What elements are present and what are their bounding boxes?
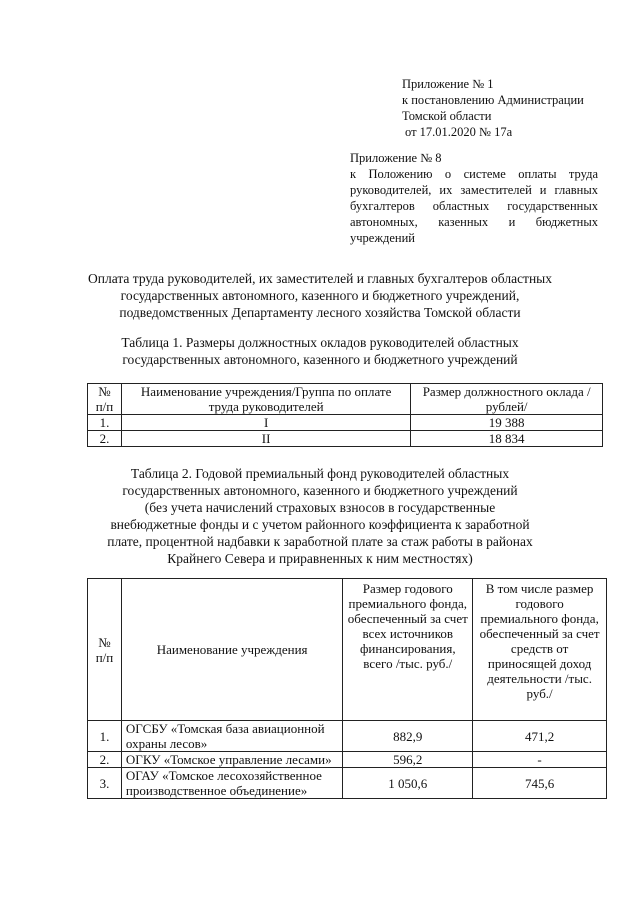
table2-caption-line3: (без учета начислений страховых взносов в государственные <box>144 500 496 515</box>
bonus-fund-table <box>87 578 607 799</box>
appendix1-line2: к постановлению Администрации <box>402 93 584 107</box>
table-row <box>88 431 603 447</box>
row-total: 882,9 <box>343 721 473 752</box>
appendix1-line1: Приложение № 1 <box>402 77 494 91</box>
row-institution: ОГСБУ «Томская база авиационной охраны лесов» <box>121 721 342 752</box>
header-income-fund: В том числе размер годового премиального фонда, обеспеченный за счет средств от приносящей доход деятельности /тыс. руб./ <box>473 579 607 721</box>
table2-caption-line1: Таблица 2. Годовой премиальный фонд руководителей областных <box>130 466 510 481</box>
row-group: I <box>121 415 410 431</box>
table2-caption-line4: внебюджетные фонды и с учетом районного коэффициента к заработной <box>110 517 530 532</box>
table-row <box>88 415 603 431</box>
appendix1-line3: Томской области <box>402 109 492 123</box>
row-group: II <box>121 431 410 447</box>
table1-caption <box>60 334 580 368</box>
header-institution: Наименование учреждения <box>121 579 342 721</box>
table2-caption-line6: Крайнего Севера и приравненных к ним местностях) <box>167 551 473 566</box>
appendix8-body: к Положению о системе оплаты труда руководителей, их заместителей и главных бухгалтеров областных государственных автономных, казенных и бюджетных учреждений <box>350 167 598 245</box>
heading-line2: государственных автономного, казенного и бюджетного учреждений, <box>120 288 520 303</box>
table-header-row <box>88 384 603 415</box>
row-number: 3. <box>88 768 122 799</box>
row-institution: ОГКУ «Томское управление лесами» <box>121 752 342 768</box>
table1-caption-line2: государственных автономного, казенного и бюджетного учреждений <box>122 352 518 367</box>
table2-caption-line5: плате, процентной надбавки к заработной плате за стаж работы в районах <box>107 534 533 549</box>
table-row <box>88 752 607 768</box>
table-row <box>88 768 607 799</box>
table2-caption <box>60 465 580 567</box>
appendix1-line4: от 17.01.2020 № 17а <box>405 125 513 139</box>
heading-line1: Оплата труда руководителей, их заместителей и главных бухгалтеров областных <box>87 271 553 286</box>
header-number: № п/п <box>88 384 122 415</box>
row-total: 596,2 <box>343 752 473 768</box>
row-number: 2. <box>88 431 122 447</box>
row-income: 471,2 <box>473 721 607 752</box>
table-header-row <box>88 579 607 721</box>
row-salary: 19 388 <box>411 415 603 431</box>
table1-caption-line1: Таблица 1. Размеры должностных окладов руководителей областных <box>121 335 519 350</box>
row-salary: 18 834 <box>411 431 603 447</box>
header-total-fund: Размер годового премиального фонда, обеспеченный за счет всех источников финансирования, всего /тыс. руб./ <box>343 579 473 721</box>
header-number: № п/п <box>88 579 122 721</box>
heading-line3: подведомственных Департаменту лесного хозяйства Томской области <box>119 305 521 320</box>
row-number: 2. <box>88 752 122 768</box>
row-institution: ОГАУ «Томское лесохозяйственное производственное объединение» <box>121 768 342 799</box>
table2-caption-line2: государственных автономного, казенного и бюджетного учреждений <box>122 483 518 498</box>
row-total: 1 050,6 <box>343 768 473 799</box>
row-income: - <box>473 752 607 768</box>
header-group: Наименование учреждения/Группа по оплате труда руководителей <box>121 384 410 415</box>
document-heading <box>60 270 580 321</box>
table-row <box>88 721 607 752</box>
salary-table <box>87 383 603 447</box>
appendix8-note <box>350 150 598 246</box>
appendix8-title: Приложение № 8 <box>350 151 442 165</box>
row-number: 1. <box>88 721 122 752</box>
row-number: 1. <box>88 415 122 431</box>
row-income: 745,6 <box>473 768 607 799</box>
header-salary: Размер должностного оклада /рублей/ <box>411 384 603 415</box>
appendix1-note <box>402 76 602 140</box>
